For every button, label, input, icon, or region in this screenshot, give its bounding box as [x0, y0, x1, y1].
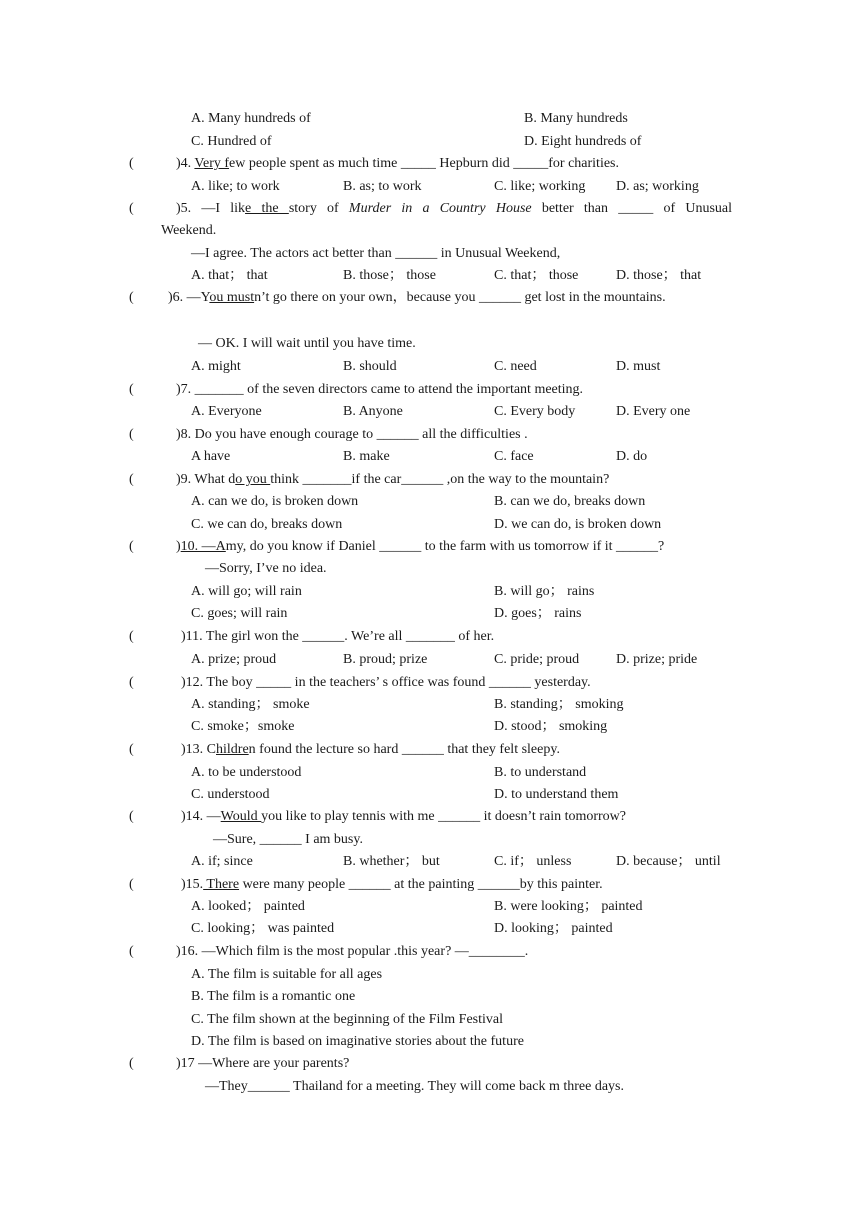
answer-paren: (	[129, 944, 134, 959]
q3-option-b: B. Many hundreds	[524, 111, 628, 126]
q13-option-b: B. to understand	[494, 765, 587, 780]
question-10: )10. —Amy, do you know if Daniel ______ to the farm with us tomorrow if it ______?	[176, 539, 665, 554]
answer-paren: (	[129, 629, 134, 644]
q13-option-c: C. understood	[191, 787, 270, 802]
question-17: )17 —Where are your parents?	[176, 1056, 350, 1071]
q14-option-b: B. whether； but	[343, 854, 440, 869]
q12-option-b: B. standing； smoking	[494, 697, 624, 712]
q4-option-b: B. as; to work	[343, 179, 422, 194]
q3-option-c: C. Hundred of	[191, 134, 272, 149]
answer-paren: (	[129, 156, 134, 171]
q8-option-a: A have	[191, 449, 231, 464]
q7-option-b: B. Anyone	[343, 404, 403, 419]
q9-option-b: B. can we do, breaks down	[494, 494, 646, 509]
q8-option-d: D. do	[616, 449, 648, 464]
q10-option-b: B. will go； rains	[494, 584, 595, 599]
question-9: )9. What do you think _______if the car______ ,on the way to the mountain?	[176, 472, 610, 487]
answer-paren: (	[129, 382, 134, 397]
question-4: )4. Very few people spent as much time _____ Hepburn did _____for charities.	[176, 156, 619, 171]
question-5-continued: Weekend.	[161, 223, 217, 238]
q16-option-d: D. The film is based on imaginative stories about the future	[191, 1034, 524, 1049]
q15-option-c: C. looking； was painted	[191, 921, 335, 936]
q10-option-c: C. goes; will rain	[191, 606, 288, 621]
q5-option-a: A. that； that	[191, 268, 268, 283]
q16-option-a: A. The film is suitable for all ages	[191, 967, 383, 982]
q6-option-d: D. must	[616, 359, 661, 374]
q5-reply: —I agree. The actors act better than ______ in Unusual Weekend,	[191, 246, 561, 261]
answer-paren: (	[129, 290, 134, 305]
q16-option-c: C. The film shown at the beginning of the Film Festival	[191, 1012, 503, 1027]
q11-option-c: C. pride; proud	[494, 652, 580, 667]
answer-paren: (	[129, 472, 134, 487]
q13-option-a: A. to be understood	[191, 765, 302, 780]
q8-option-c: C. face	[494, 449, 534, 464]
q15-option-a: A. looked； painted	[191, 899, 305, 914]
q10-option-d: D. goes； rains	[494, 606, 582, 621]
question-14: )14. —Would you like to play tennis with me ______ it doesn’t rain tomorrow?	[181, 809, 627, 824]
q4-option-d: D. as; working	[616, 179, 699, 194]
q17-reply: —They______ Thailand for a meeting. They will come back m three days.	[205, 1079, 624, 1094]
q7-option-d: D. Every one	[616, 404, 691, 419]
q4-option-c: C. like; working	[494, 179, 586, 194]
answer-paren: (	[129, 675, 134, 690]
answer-paren: (	[129, 877, 134, 892]
answer-paren: (	[129, 539, 134, 554]
q10-reply: —Sorry, I’ve no idea.	[205, 561, 327, 576]
question-5: )5. —I like the story of Murder in a Country House better than _____ of Unusual	[176, 201, 732, 216]
answer-paren: (	[129, 1056, 134, 1071]
q6-option-a: A. might	[191, 359, 241, 374]
question-7: )7. _______ of the seven directors came to attend the important meeting.	[176, 382, 584, 397]
q11-option-b: B. proud; prize	[343, 652, 428, 667]
q3-option-d: D. Eight hundreds of	[524, 134, 642, 149]
q14-option-c: C. if； unless	[494, 854, 572, 869]
q14-option-d: D. because； until	[616, 854, 721, 869]
q7-option-a: A. Everyone	[191, 404, 262, 419]
question-11: )11. The girl won the ______. We’re all _______ of her.	[181, 629, 495, 644]
q9-option-c: C. we can do, breaks down	[191, 517, 343, 532]
q5-option-d: D. those； that	[616, 268, 702, 283]
question-13: )13. Children found the lecture so hard ______ that they felt sleepy.	[181, 742, 560, 757]
answer-paren: (	[129, 201, 134, 216]
q12-option-d: D. stood； smoking	[494, 719, 608, 734]
q5-option-b: B. those； those	[343, 268, 436, 283]
q14-option-a: A. if; since	[191, 854, 253, 869]
answer-paren: (	[129, 427, 134, 442]
q3-option-a: A. Many hundreds of	[191, 111, 311, 126]
q4-option-a: A. like; to work	[191, 179, 280, 194]
q16-option-b: B. The film is a romantic one	[191, 989, 356, 1004]
question-6: )6. —You mustn’t go there on your own，because you ______ get lost in the mountains.	[168, 290, 666, 305]
question-15: )15. There were many people ______ at the painting ______by this painter.	[181, 877, 603, 892]
q15-option-d: D. looking； painted	[494, 921, 613, 936]
question-16: )16. —Which film is the most popular .this year? —________.	[176, 944, 529, 959]
question-12: )12. The boy _____ in the teachers’ s office was found ______ yesterday.	[181, 675, 591, 690]
q9-option-a: A. can we do, is broken down	[191, 494, 359, 509]
q14-reply: —Sure, ______ I am busy.	[213, 832, 363, 847]
q11-option-d: D. prize; pride	[616, 652, 698, 667]
question-8: )8. Do you have enough courage to ______ all the difficulties .	[176, 427, 528, 442]
q6-option-c: C. need	[494, 359, 537, 374]
q8-option-b: B. make	[343, 449, 390, 464]
q6-option-b: B. should	[343, 359, 397, 374]
q12-option-a: A. standing； smoke	[191, 697, 310, 712]
q5-option-c: C. that； those	[494, 268, 579, 283]
q15-option-b: B. were looking； painted	[494, 899, 643, 914]
q6-reply: — OK. I will wait until you have time.	[198, 336, 416, 351]
q13-option-d: D. to understand them	[494, 787, 619, 802]
q9-option-d: D. we can do, is broken down	[494, 517, 662, 532]
q11-option-a: A. prize; proud	[191, 652, 277, 667]
answer-paren: (	[129, 809, 134, 824]
q10-option-a: A. will go; will rain	[191, 584, 302, 599]
q12-option-c: C. smoke；smoke	[191, 719, 295, 734]
answer-paren: (	[129, 742, 134, 757]
q7-option-c: C. Every body	[494, 404, 576, 419]
